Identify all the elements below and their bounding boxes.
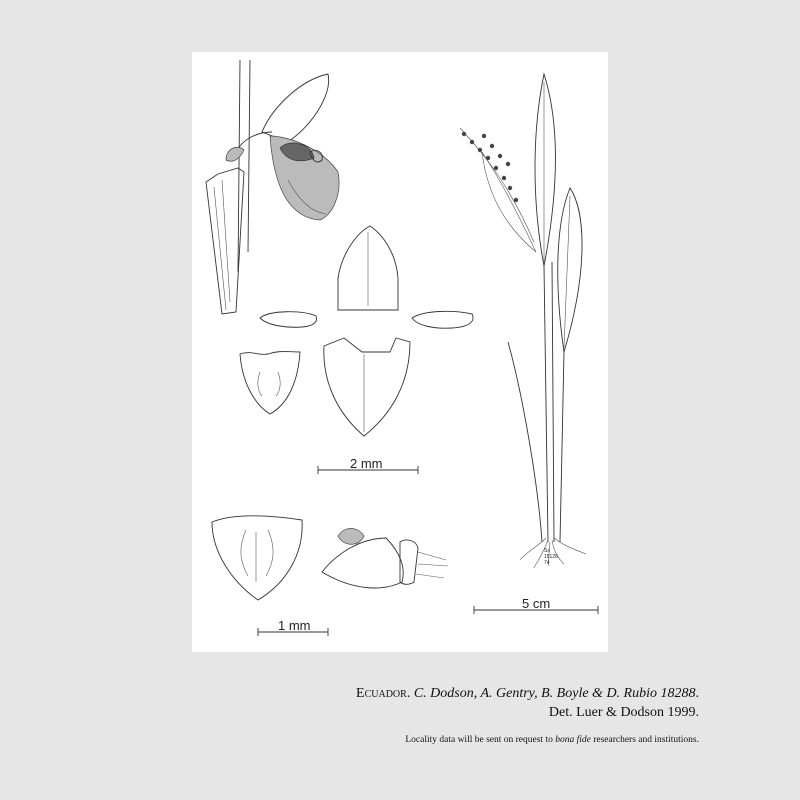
- note-before: Locality data will be sent on request to: [405, 735, 556, 745]
- scale-label-1mm: 1 mm: [278, 618, 311, 633]
- locality-note: [405, 735, 699, 745]
- note-italic: bona fide: [555, 735, 591, 745]
- flower-on-stem-illustration: [206, 60, 339, 314]
- note-after: researchers and institutions.: [590, 735, 699, 745]
- whole-plant-illustration: [460, 74, 586, 568]
- lip-column-detail-illustration: [212, 516, 448, 600]
- scale-label-5cm: 5 cm: [522, 596, 551, 611]
- collectors-text: C. Dodson, A. Gentry, B. Boyle & D. Rubio 18288: [413, 686, 696, 701]
- determination-line: Det. Luer & Dodson 1999.: [548, 705, 699, 720]
- artist-mark: Ss 15126 74: [544, 548, 558, 566]
- specimen-caption: [356, 684, 699, 722]
- collection-line: Ecuador. C. Dodson, A. Gentry, B. Boyle & D. Rubio 18288.: [356, 686, 699, 701]
- botanical-plate: [192, 52, 608, 652]
- dissected-parts-illustration: [240, 226, 473, 436]
- country-name: Ecuador: [356, 686, 407, 701]
- scale-label-2mm: 2 mm: [350, 456, 383, 471]
